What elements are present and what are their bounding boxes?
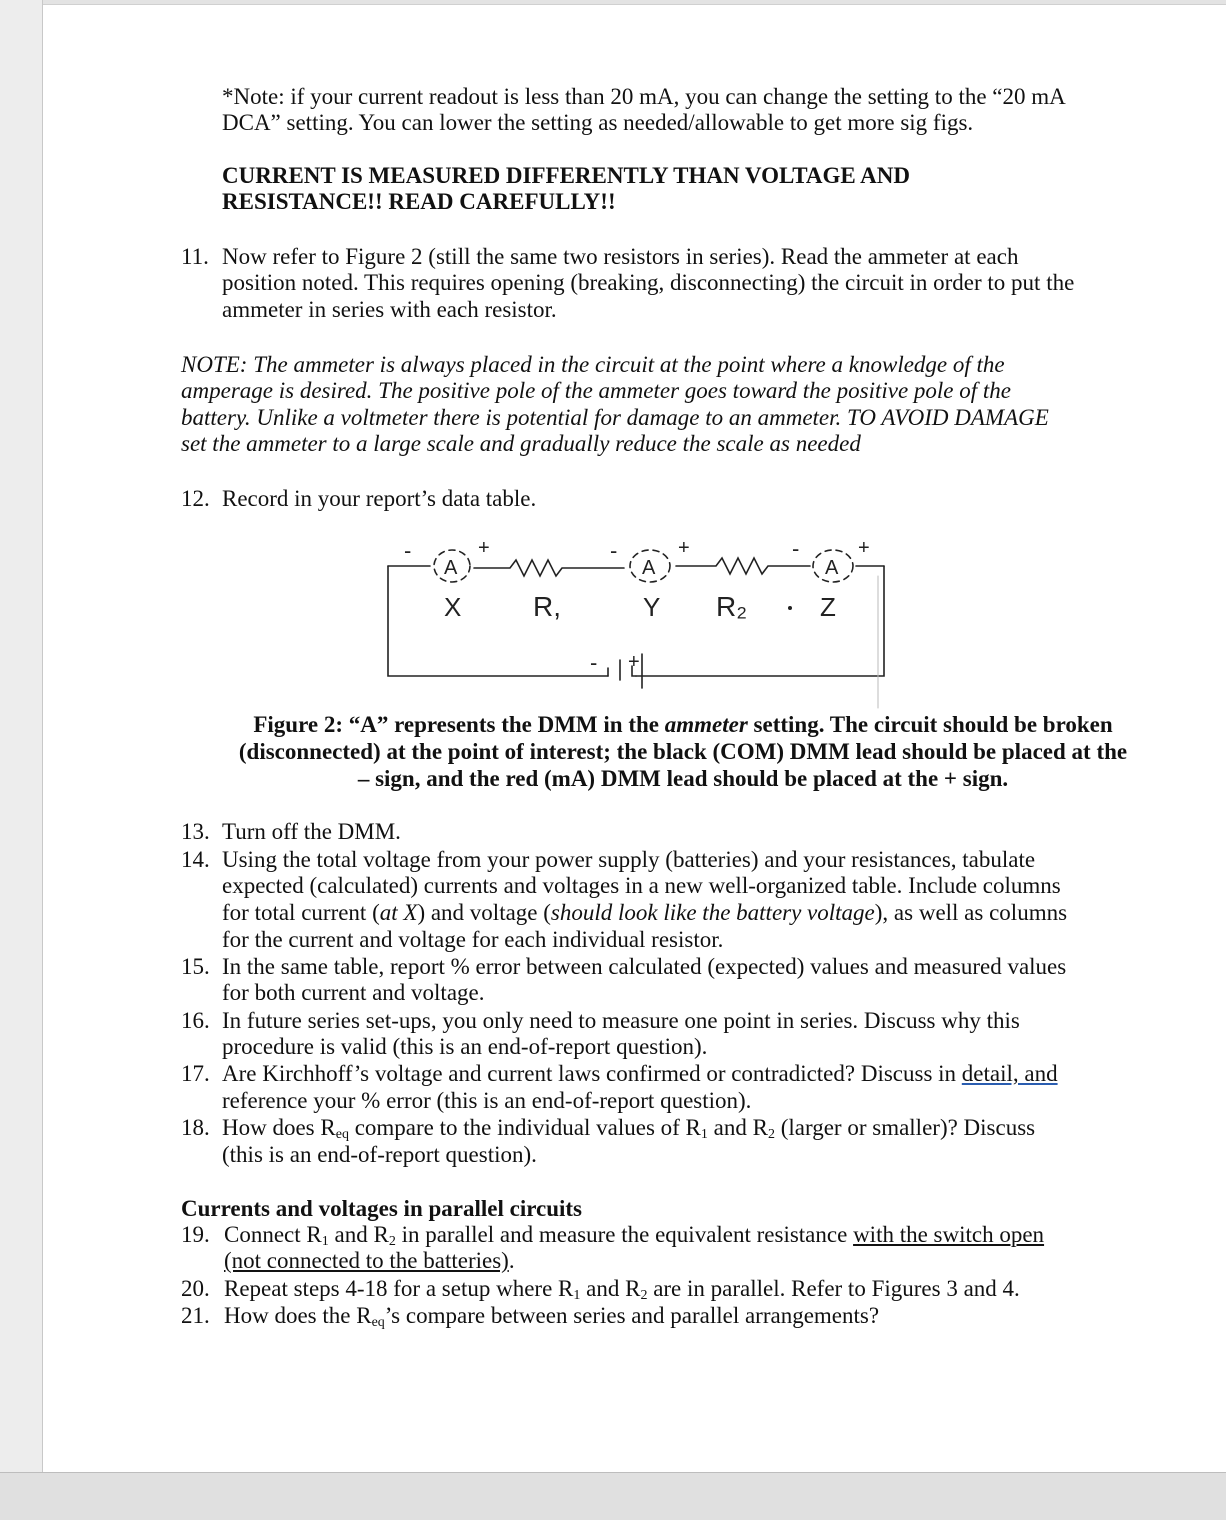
viewer-bottom-bar: [0, 1472, 1226, 1520]
r1-label: R,: [533, 591, 561, 622]
step-11-line-1: Now refer to Figure 2 (still the same two resistors in series). Read the ammeter at each: [222, 244, 1019, 269]
step-14-line-3-a: for total current (: [222, 900, 380, 925]
x-plus-sign: +: [478, 537, 490, 559]
step-14-line-3-e: ), as well as columns: [874, 900, 1068, 925]
step-16-line-2: procedure is valid (this is an end-of-report question).: [222, 1034, 708, 1059]
step-19-switch-open: with the switch open: [853, 1222, 1045, 1247]
step-14-line-2: expected (calculated) currents and voltages in a new well-organized table. Include columns: [222, 873, 1061, 898]
step-18-sub-2: 2: [767, 1127, 775, 1142]
step-14-line-3-c: ) and voltage (: [417, 900, 551, 925]
step-18-c: and R: [707, 1115, 768, 1140]
step-19-line-2: [224, 1248, 515, 1275]
z-minus-sign: -: [792, 536, 800, 561]
step-14-line-3-battery: should look like the battery voltage: [550, 900, 875, 925]
step-12-number: 12.: [181, 486, 210, 511]
y-plus-sign: +: [678, 537, 690, 559]
step-14-line-1: Using the total voltage from your power supply (batteries) and your resistances, tabulate: [222, 847, 1036, 872]
step-20-sub-1: 1: [573, 1288, 581, 1303]
step-13-number: 13.: [181, 819, 210, 844]
resistor-r1-symbol: [474, 560, 624, 576]
ammeter-note-line-2: amperage is desired. The positive pole of the ammeter goes toward the positive pole of the: [181, 378, 1011, 403]
step-20-number: 20.: [181, 1276, 210, 1301]
caption-line-2: (disconnected) at the point of interest; the black (COM) DMM lead should be placed at the: [238, 739, 1128, 764]
step-12-text: Record in your report’s data table.: [222, 486, 537, 511]
step-15-line-1: In the same table, report % error between calculated (expected) values and measured values: [222, 954, 1067, 979]
warning-line-2: RESISTANCE!! READ CAREFULLY!!: [222, 189, 616, 214]
step-18-line-1: [222, 1115, 1035, 1142]
step-20-sub-2: 2: [640, 1288, 648, 1303]
step-19-c: in parallel and measure the equivalent resistance: [395, 1222, 854, 1247]
ammeter-note-line-4: set the ammeter to a large scale and gradually reduce the scale as needed: [181, 431, 861, 456]
step-19-b: and R: [328, 1222, 389, 1247]
battery-minus-sign: -: [590, 650, 598, 675]
step-17-number: 17.: [181, 1061, 210, 1086]
ammeter-y-label: A: [642, 557, 656, 579]
step-19-period: .: [508, 1248, 515, 1273]
note-line-1: *Note: if your current readout is less than 20 mA, you can change the setting to the “20 mA: [222, 84, 1066, 109]
dot-near-z: [788, 606, 792, 610]
step-21-sub-eq: eq: [371, 1315, 385, 1330]
step-20-line-1: [224, 1276, 1020, 1303]
step-21-number: 21.: [181, 1303, 210, 1328]
step-18-b: compare to the individual values of R: [348, 1115, 701, 1140]
battery-plus-sign: +: [628, 651, 640, 673]
step-14-line-3: [222, 900, 1067, 927]
ammeter-x-label: A: [444, 557, 458, 579]
caption-line-1-pre: Figure 2: “A” represents the DMM in the: [253, 712, 665, 737]
figure-2-caption: [140, 711, 1226, 792]
step-19-sub-1: 1: [321, 1234, 329, 1249]
step-11-line-3: ammeter in series with each resistor.: [222, 297, 557, 322]
step-21-b: ’s compare between series and parallel arrangements?: [384, 1303, 880, 1328]
y-minus-sign: -: [610, 538, 618, 563]
step-19-not-connected: (not connected to the batteries): [224, 1248, 509, 1273]
figure-2-circuit: [378, 536, 890, 710]
step-21-line-1: [224, 1303, 879, 1330]
step-16-number: 16.: [181, 1008, 210, 1033]
step-20-b: and R: [580, 1276, 641, 1301]
left-margin: [0, 0, 43, 1472]
step-18-sub-eq: eq: [335, 1127, 349, 1142]
caption-ammeter-word: ammeter: [664, 712, 748, 737]
ammeter-z-label: A: [825, 557, 839, 579]
parallel-heading: Currents and voltages in parallel circuits: [181, 1196, 583, 1221]
x-minus-sign: -: [404, 538, 412, 563]
step-17-line-1-a: Are Kirchhoff’s voltage and current laws confirmed or contradicted? Discuss in: [222, 1061, 962, 1086]
step-19-sub-2: 2: [388, 1234, 396, 1249]
r2-label: R₂: [716, 591, 748, 622]
step-20-a: Repeat steps 4-18 for a setup where R: [224, 1276, 574, 1301]
step-17-line-2: reference your % error (this is an end-of-report question).: [222, 1088, 752, 1113]
resistor-r2-symbol: [676, 558, 810, 574]
step-21-a: How does the R: [224, 1303, 372, 1328]
point-x-label: X: [444, 592, 462, 622]
z-plus-sign: +: [858, 537, 870, 559]
warning-line-1: CURRENT IS MEASURED DIFFERENTLY THAN VOLTAGE AND: [222, 163, 910, 188]
step-13-text: Turn off the DMM.: [222, 819, 401, 844]
step-18-d: (larger or smaller)? Discuss: [774, 1115, 1036, 1140]
point-z-label: Z: [820, 592, 836, 622]
step-14-line-4: for the current and voltage for each individual resistor.: [222, 927, 724, 952]
wire-left: [388, 566, 608, 676]
step-15-number: 15.: [181, 954, 210, 979]
step-18-number: 18.: [181, 1115, 210, 1140]
ammeter-note-line-3: battery. Unlike a voltmeter there is potential for damage to an ammeter. TO AVOID DAMAGE: [181, 405, 1049, 430]
step-17-line-1: [222, 1061, 1058, 1088]
step-17-detail-link[interactable]: detail, and: [961, 1061, 1058, 1086]
step-18-line-2: (this is an end-of-report question).: [222, 1142, 537, 1167]
point-y-label: Y: [643, 592, 661, 622]
step-14-number: 14.: [181, 847, 210, 872]
note-line-2: DCA” setting. You can lower the setting as needed/allowable to get more sig figs.: [222, 110, 974, 135]
step-19-number: 19.: [181, 1222, 210, 1247]
step-19-a: Connect R: [224, 1222, 322, 1247]
step-19-line-1: [224, 1222, 1044, 1249]
step-14-line-3-at-x: at X: [379, 900, 418, 925]
step-15-line-2: for both current and voltage.: [222, 980, 485, 1005]
step-11-number: 11.: [181, 244, 209, 269]
step-18-a: How does R: [222, 1115, 336, 1140]
wire-right: [636, 566, 884, 676]
caption-line-1-post: setting. The circuit should be broken: [747, 712, 1113, 737]
ammeter-note-line-1: NOTE: The ammeter is always placed in the circuit at the point where a knowledge of the: [181, 352, 1005, 377]
step-18-sub-1: 1: [700, 1127, 708, 1142]
caption-line-3: – sign, and the red (mA) DMM lead should be placed at the + sign.: [357, 766, 1009, 791]
step-11-line-2: position noted. This requires opening (breaking, disconnecting) the circuit in order to put the: [222, 270, 1075, 295]
step-16-line-1: In future series set-ups, you only need to measure one point in series. Discuss why this: [222, 1008, 1020, 1033]
step-20-c: are in parallel. Refer to Figures 3 and 4.: [647, 1276, 1020, 1301]
